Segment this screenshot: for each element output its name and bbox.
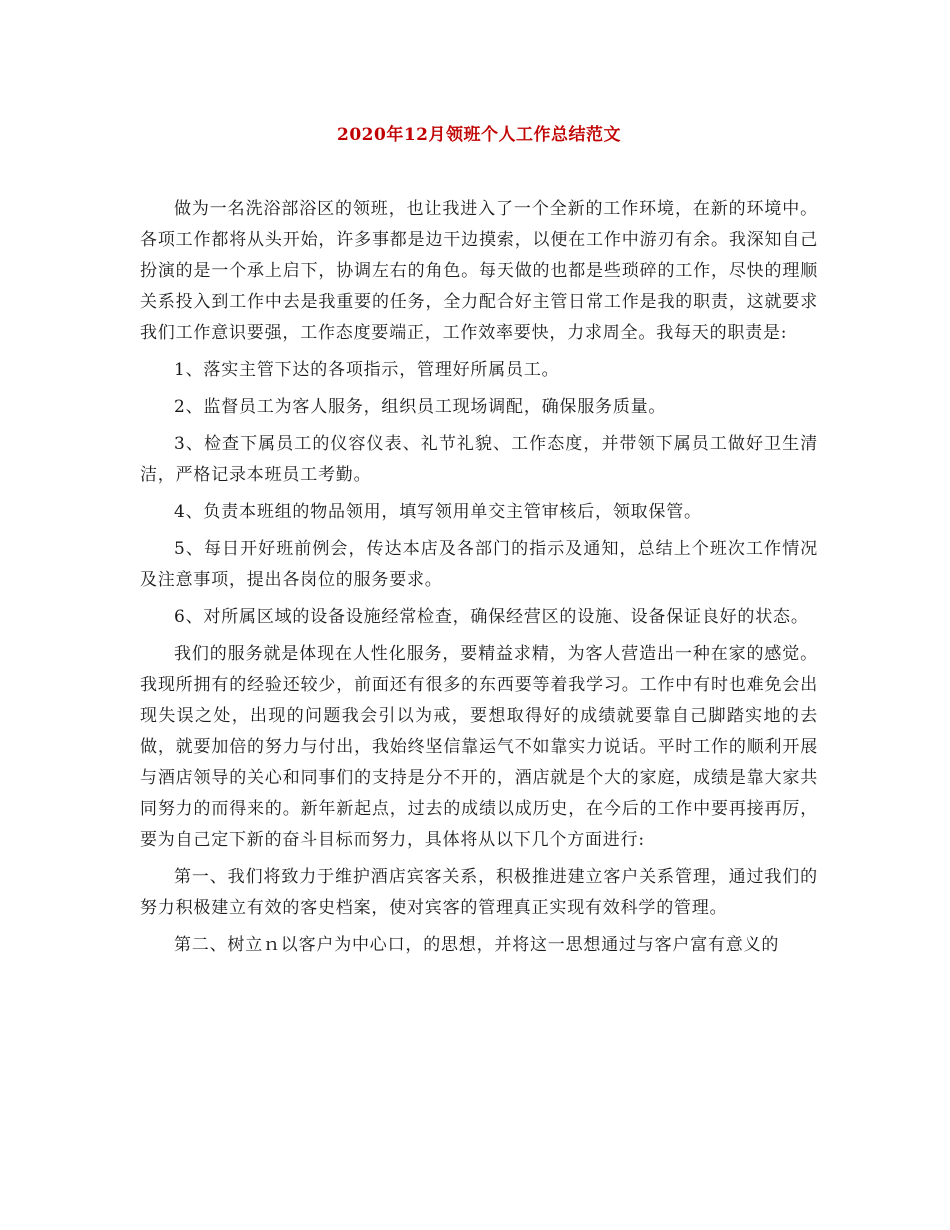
paragraph-duty-4: 4、负责本班组的物品领用，填写领用单交主管审核后，领取保管。 [174, 502, 702, 522]
paragraph-service: 我们的服务就是体现在人性化服务，要精益求精，为客人营造出一种在家的感觉。我现所拥有的经验还较少，前面还有很多的东西要等着我学习。工作中有时也难免会出现失误之处，出现的问题我会引以为戒，要想取得好的成绩就要靠自己脚踏实地的去做，就要加倍的努力与付出，我始终坚信靠运气不如靠实力说话。平时工作的顺利开展与酒店领导的关心和同事们的支持是分不开的，酒店就是个大的家庭，成绩是靠大家共同努力的而得来的。新年新起点，过去的成绩以成历史，在今后的工作中要再接再厉，要为自己定下新的奋斗目标而努力，具体将从以下几个方面进行: [140, 644, 818, 850]
paragraph-duty-3: 3、检查下属员工的仪容仪表、礼节礼貌、工作态度，并带领下属员工做好卫生清洁，严格记录本班员工考勤。 [140, 434, 818, 485]
paragraph-plan-1: 第一、我们将致力于维护酒店宾客关系，积极推进建立客户关系管理，通过我们的努力积极建立有效的客史档案，使对宾客的管理真正实现有效科学的管理。 [140, 867, 818, 918]
paragraph-duty-1: 1、落实主管下达的各项指示，管理好所属员工。 [174, 360, 560, 380]
paragraph-duty-2: 2、监督员工为客人服务，组织员工现场调配，确保服务质量。 [174, 397, 667, 417]
paragraph-duty-6: 6、对所属区域的设备设施经常检查，确保经营区的设施、设备保证良好的状态。 [174, 607, 809, 627]
document-title: 2020年12月领班个人工作总结范文 [337, 125, 621, 145]
paragraph-plan-2: 第二、树立ｎ以客户为中心口，的思想，并将这一思想通过与客户富有意义的 [174, 935, 780, 955]
paragraph-intro: 做为一名洗浴部浴区的领班，也让我进入了一个全新的工作环境，在新的环境中。各项工作都将从头开始，许多事都是边干边摸索，以便在工作中游刃有余。我深知自己扮演的是一个承上启下，协调左右的角色。每天做的也都是些琐碎的工作，尽快的理顺关系投入到工作中去是我重要的任务，全力配合好主管日常工作是我的职责，这就要求我们工作意识要强，工作态度要端正，工作效率要快，力求周全。我每天的职责是: [140, 199, 818, 343]
paragraph-duty-5: 5、每日开好班前例会，传达本店及各部门的指示及通知，总结上个班次工作情况及注意事项，提出各岗位的服务要求。 [140, 539, 818, 590]
document-body [140, 194, 818, 961]
